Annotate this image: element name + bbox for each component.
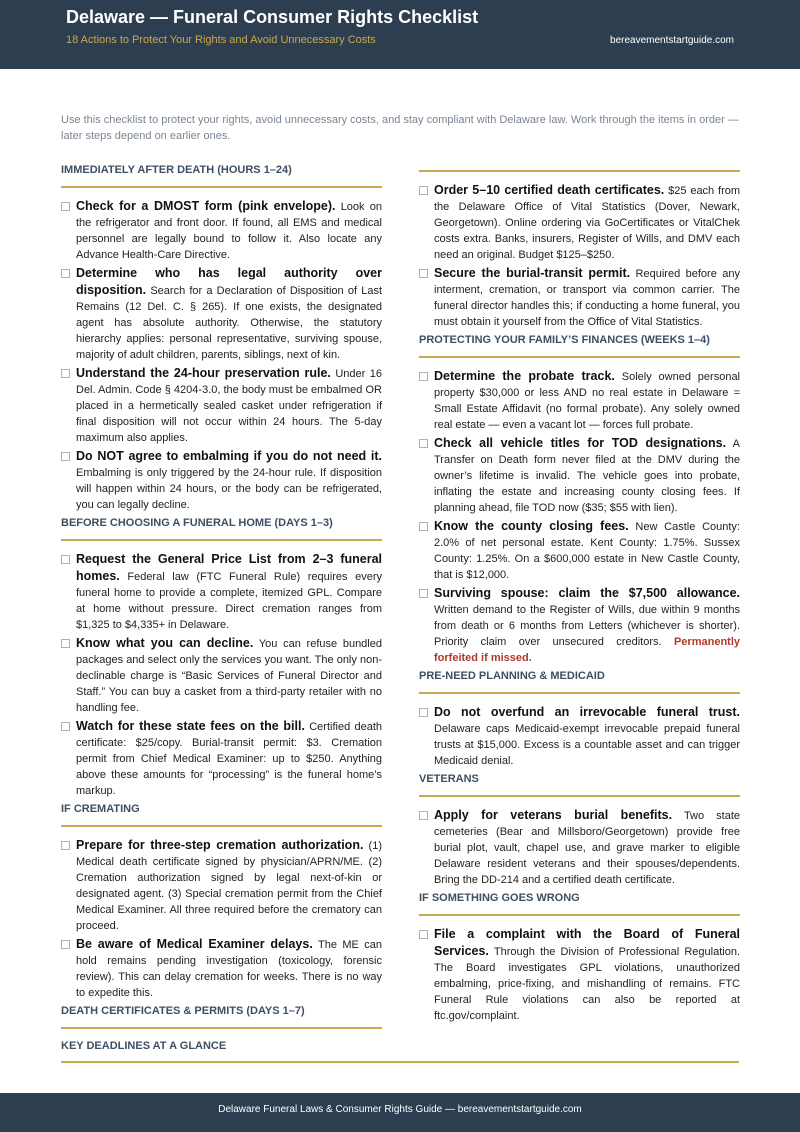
checklist-item	[419, 926, 740, 1024]
page-title: Delaware — Funeral Consumer Rights Checklist	[66, 7, 479, 27]
section-divider	[419, 170, 740, 172]
checklist-item-text: The ME can hold remains pending investigation (toxicology, forensic review). This can delay cremation for weeks. There is no way to expedite this.	[76, 939, 382, 999]
checklist-item	[61, 198, 382, 263]
section-divider	[419, 356, 740, 358]
warning-text: Permanently forfeited if missed.	[434, 636, 740, 664]
checklist-item-text: Required before any interment, cremation, or transport via common carrier. The funeral director handles this; if conducting a home funeral, you must obtain it yourself from the Office of Vital Statistics.	[434, 268, 740, 328]
checklist-item-text: Under 16 Del. Admin. Code § 4204-3.0, the body must be embalmed OR placed in a hermetically sealed casket under refrigeration if final disposition will not occur within 24 hours. The 5-day maximum also applies.	[76, 368, 382, 444]
checklist-item-title: Do NOT agree to embalming if you do not need it.	[76, 449, 382, 463]
checkbox[interactable]	[61, 452, 70, 461]
section-heading: PROTECTING YOUR FAMILY’S FINANCES (WEEKS 1–4)	[419, 334, 710, 346]
checklist-item	[419, 585, 740, 666]
intro-text: Use this checklist to protect your rights, avoid unnecessary costs, and stay compliant with Delaware law. Work through the items in order — later steps depend on earlier ones.	[61, 114, 739, 142]
checklist-item-title: Check all vehicle titles for TOD designations.	[434, 436, 727, 450]
checkbox[interactable]	[61, 369, 70, 378]
checklist-item-text: Federal law (FTC Funeral Rule) requires every funeral home to provide a complete, itemized GPL. Compare at home without pressure. Direct cremation ranges from $1,325 to $4,335+ in Delaware.	[76, 571, 382, 631]
checklist-item-title: Apply for veterans burial benefits.	[434, 808, 673, 822]
section-heading: VETERANS	[419, 773, 479, 785]
checklist-item	[61, 837, 382, 934]
checklist-item-title: Order 5–10 certified death certificates.	[434, 183, 665, 197]
checklist-item-text: You can refuse bundled packages and select only the services you want. The only non-declinable charge is “Basic Services of Funeral Director and Staff.” You can buy a casket from a third-party retailer with no handling fee.	[76, 638, 382, 714]
checklist-item-text: Delaware caps Medicaid-exempt irrevocable prepaid funeral trusts at $15,000. Excess is a countable asset and can trigger Medicaid denial.	[434, 723, 740, 767]
checklist-item	[419, 182, 740, 263]
page-footer	[0, 1093, 800, 1132]
checklist-item-text: Solely owned personal property $30,000 or less AND no real estate in Delaware = Small Estate Affidavit (no formal probate). Any solely owned real estate — even a vacant lot — forces full probate.	[434, 371, 740, 431]
section-divider	[419, 795, 740, 797]
right-column	[419, 162, 740, 1026]
checklist-item-title: Prepare for three-step cremation authorization.	[76, 838, 364, 852]
section-divider	[61, 186, 382, 188]
checklist-item-text: Two state cemeteries (Bear and Millsboro/Georgetown) provide free burial plot, vault, chapel use, and grave marker to eligible Delaware resident veterans and their spouses/dependents. Bring the DD-214 and a certified death certificate.	[434, 810, 741, 886]
section-heading: BEFORE CHOOSING A FUNERAL HOME (DAYS 1–3)	[61, 517, 333, 529]
checklist-item-text: Certified death certificate: $25/copy. Burial-transit permit: $3. Cremation permit from Chief Medical Examiner: up to $250. Anything above these amounts for “processing” is the funeral home’s markup.	[76, 721, 382, 797]
checklist-item-title: File a complaint with the Board of Funeral Services.	[434, 927, 740, 958]
checklist-item	[61, 936, 382, 1001]
checklist-item-text: Embalming is only triggered by the 24-hour rule. If disposition will happen within 24 hours, or the body can be refrigerated, you can legally decline.	[76, 467, 382, 511]
checklist-item	[61, 635, 382, 716]
footer-text: Delaware Funeral Laws & Consumer Rights Guide — bereavementstartguide.com	[218, 1104, 582, 1115]
checklist-item	[419, 807, 740, 888]
checkbox[interactable]	[61, 639, 70, 648]
checklist-item-text: New Castle County: 2.0% of net personal estate. Kent County: 1.75%. Sussex County: 1.25%. On a $600,000 estate in New Castle County, that is $12,000.	[434, 521, 740, 581]
left-column	[61, 162, 382, 1039]
section-heading: PRE-NEED PLANNING & MEDICAID	[419, 670, 605, 682]
checklist-item	[61, 265, 382, 363]
section-heading: IF SOMETHING GOES WRONG	[419, 892, 580, 904]
checklist-item-title: Check for a DMOST form (pink envelope).	[76, 199, 336, 213]
checklist-item-text: A Transfer on Death form never filed at the DMV during the owner’s lifetime is invalid. The vehicle goes into probate, inflating the estate and increasing county closing fees. If planning ahead, file TOD now ($35; $55 with lien).	[434, 438, 740, 514]
checkbox[interactable]	[61, 841, 70, 850]
section-divider	[61, 539, 382, 541]
checkbox[interactable]	[419, 439, 428, 448]
checkbox[interactable]	[419, 589, 428, 598]
checklist-item-title: Surviving spouse: claim the $7,500 allowance.	[434, 586, 740, 600]
checklist-item-title: Secure the burial-transit permit.	[434, 266, 631, 280]
checklist-item-title: Request the General Price List from 2–3 funeral homes.	[76, 552, 382, 583]
checklist-item-title: Do not overfund an irrevocable funeral trust.	[434, 705, 740, 719]
checklist-item-title: Know what you can decline.	[76, 636, 254, 650]
checklist-item	[419, 435, 740, 516]
checklist-item-title: Watch for these state fees on the bill.	[76, 719, 305, 733]
checklist-item-title: Determine the probate track.	[434, 369, 615, 383]
section-divider	[419, 692, 740, 694]
checklist-item-text: Through the Division of Professional Regulation. The Board investigates GPL violations, unauthorized embalming, price-fixing, and mishandling of remains. FTC Funeral Rule violations can also be reported at ftc.gov/complaint.	[434, 946, 740, 1022]
key-deadlines-divider	[61, 1061, 739, 1063]
checklist-item	[61, 551, 382, 633]
checklist-item-text: Search for a Declaration of Disposition of Last Remains (12 Del. C. § 265). If one exists, the designated agent has absolute authority. Otherwise, the statutory hierarchy applies: personal representative, surviving spouse, majority of adult children, parents, siblings, next of kin.	[76, 285, 382, 361]
checkbox[interactable]	[61, 202, 70, 211]
site-link[interactable]: bereavementstartguide.com	[610, 35, 734, 46]
checklist-item	[61, 448, 382, 513]
checklist-item-text: (1) Medical death certificate signed by physician/APRN/ME. (2) Cremation authorization signed by legal next-of-kin or designated agent. (3) Special cremation permit from the Chief Medical Examiner. All three required before the crematory can proceed.	[76, 840, 382, 932]
section-divider	[61, 825, 382, 827]
checkbox[interactable]	[419, 269, 428, 278]
checkbox[interactable]	[61, 269, 70, 278]
checkbox[interactable]	[419, 372, 428, 381]
checklist-item-title: Know the county closing fees.	[434, 519, 629, 533]
checklist-item	[61, 718, 382, 799]
section-heading: IMMEDIATELY AFTER DEATH (HOURS 1–24)	[61, 164, 292, 176]
section-divider	[61, 1027, 382, 1029]
checklist-item	[61, 365, 382, 446]
checklist-item-title: Be aware of Medical Examiner delays.	[76, 937, 313, 951]
page-subtitle: 18 Actions to Protect Your Rights and Avoid Unnecessary Costs	[66, 34, 376, 46]
checkbox[interactable]	[61, 722, 70, 731]
checkbox[interactable]	[419, 811, 428, 820]
checkbox[interactable]	[419, 930, 428, 939]
checklist-item	[419, 265, 740, 330]
checklist-item-title: Determine who has legal authority over disposition.	[76, 266, 382, 297]
checklist-item-title: Understand the 24-hour preservation rule.	[76, 366, 331, 380]
checklist-item	[419, 368, 740, 433]
section-divider	[419, 914, 740, 916]
section-heading: DEATH CERTIFICATES & PERMITS (DAYS 1–7)	[61, 1005, 305, 1017]
checklist-item-text: $25 each from the Delaware Office of Vital Statistics (Dover, Newark, Georgetown). Online ordering via GoCertificates or VitalChek costs extra. Banks, insurers, Register of Wills, and DMV each need an original. Budget $125–$250.	[434, 185, 741, 261]
checkbox[interactable]	[61, 940, 70, 949]
key-deadlines-heading: KEY DEADLINES AT A GLANCE	[61, 1040, 227, 1052]
checklist-item-text: Written demand to the Register of Wills, due within 9 months from death or 6 months from Letters (whichever is shorter). Priority claim over unsecured creditors.	[434, 604, 740, 648]
section-heading: IF CREMATING	[61, 803, 140, 815]
checklist-item	[419, 518, 740, 583]
checkbox[interactable]	[61, 555, 70, 564]
checkbox[interactable]	[419, 186, 428, 195]
checkbox[interactable]	[419, 708, 428, 717]
checklist-item	[419, 704, 740, 769]
checkbox[interactable]	[419, 522, 428, 531]
checklist-item-text: Look on the refrigerator and front door. If found, all EMS and medical personnel are legally bound to follow it. Also locate any Advance Health-Care Directive.	[76, 201, 382, 261]
page-header	[0, 0, 800, 69]
